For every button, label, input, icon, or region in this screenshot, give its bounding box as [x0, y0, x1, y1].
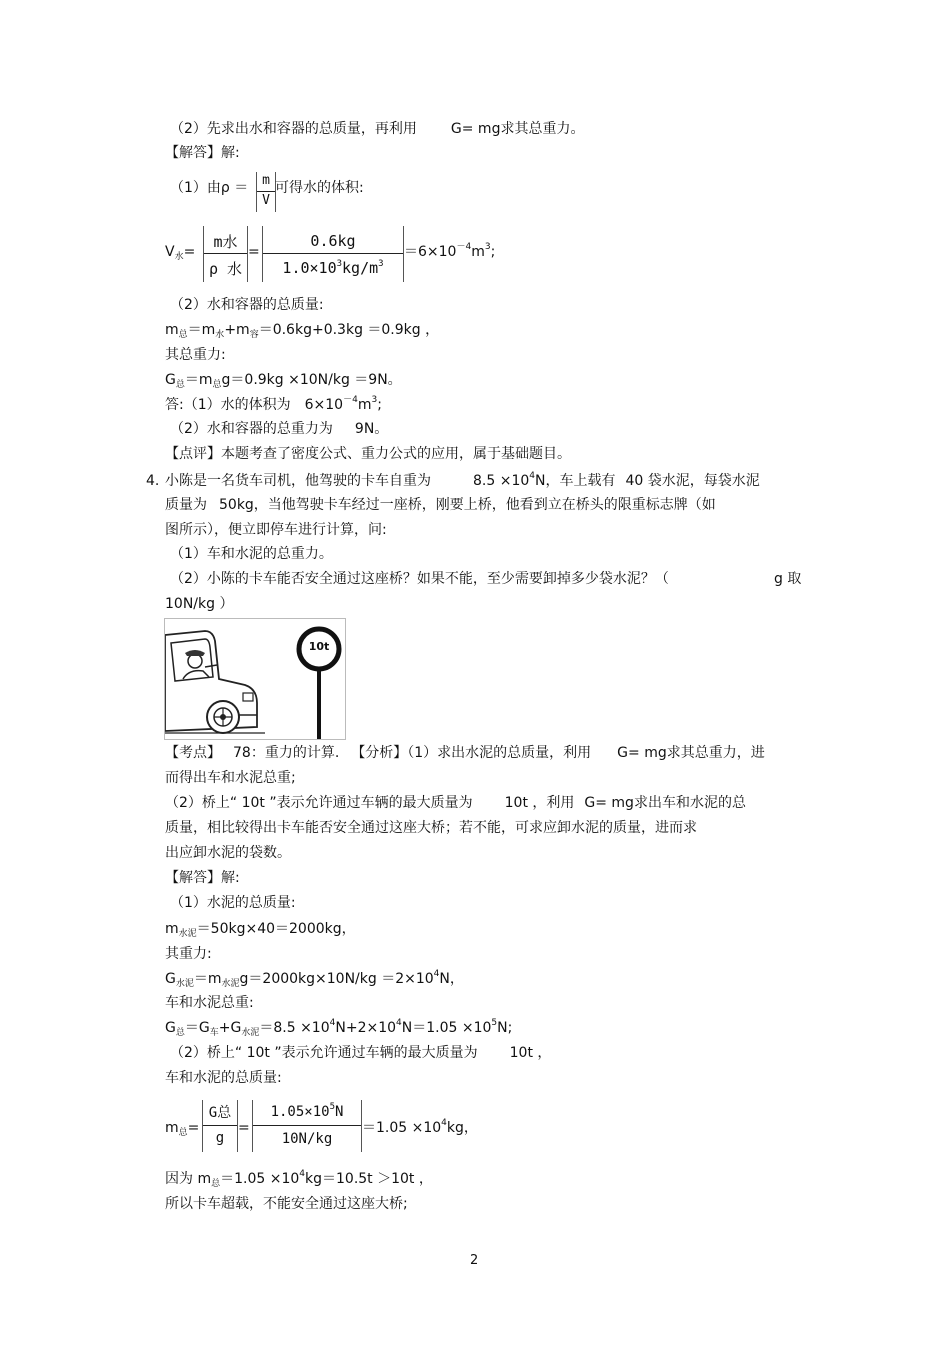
text-line: 质量，相比较得出卡车能否安全通过这座大桥；若不能，可求应卸水泥的质量，进而求 — [165, 820, 697, 836]
superscript: 4 — [299, 1169, 306, 1179]
superscript: 3 — [378, 259, 384, 269]
text-segment: 1.0×10 — [282, 259, 337, 277]
text-segment: m — [165, 1120, 179, 1136]
fraction-numerator: 0.6kg — [310, 232, 356, 250]
text-line — [165, 396, 382, 416]
text-segment: m — [165, 921, 179, 937]
fraction-m1 — [202, 1100, 238, 1152]
weight-limit-sign-icon — [290, 619, 345, 739]
sign-label: 10t — [308, 640, 330, 653]
subscript: 容 — [249, 330, 259, 340]
superscript: 4 — [396, 1018, 402, 1028]
subscript: 水泥 — [221, 979, 240, 989]
fraction-numerator — [253, 1104, 361, 1120]
text-line — [170, 1044, 551, 1062]
text-segment: ＝50kg×40＝2000kg， — [196, 921, 356, 937]
text-segment: N＝1.05 ×10 — [401, 1020, 492, 1036]
text-segment: +m — [224, 322, 250, 338]
text-segment: 40 袋水泥，每袋水泥 — [625, 473, 760, 489]
text-line: 10N/kg ） — [165, 596, 234, 612]
text-line — [165, 970, 464, 990]
truck-and-sign-figure — [164, 618, 346, 740]
text-line: 出应卸水泥的袋数。 — [165, 845, 291, 861]
text-line: （1）车和水泥的总重力。 — [170, 546, 333, 562]
fraction-bar — [253, 1125, 361, 1126]
text-line: 【点评】本题考查了密度公式、重力公式的应用，属于基础题目。 — [165, 446, 571, 462]
subscript: 总 — [211, 1179, 221, 1189]
text-line: 【解答】解: — [165, 870, 240, 886]
text-segment: N， — [439, 971, 464, 987]
text-segment: 质量为 — [165, 497, 207, 513]
text-line — [165, 243, 195, 263]
subscript: 车 — [209, 1028, 219, 1038]
question-number: 4. — [146, 473, 160, 489]
text-segment: ＝m — [184, 372, 213, 388]
text-segment: ＝1.05 ×10 — [362, 1120, 442, 1136]
superscript: 3 — [371, 395, 378, 405]
text-segment: ＝G — [184, 1020, 210, 1036]
superscript: 4 — [433, 969, 440, 979]
text-line: g 取 — [774, 571, 802, 587]
text-segment: 78：重力的计算. — [233, 745, 340, 761]
text-line — [170, 120, 584, 138]
fraction-m2 — [252, 1100, 362, 1152]
fraction-numerator: m — [262, 173, 270, 188]
text-line: = — [238, 1120, 250, 1136]
text-segment: = — [183, 244, 196, 260]
text-segment: （1）由ρ ＝ — [170, 180, 249, 196]
superscript: 4 — [441, 1118, 447, 1128]
text-segment: 小陈是一名货车司机，他驾驶的卡车自重为 — [165, 473, 431, 489]
text-segment: ＝1.05 ×10 — [220, 1171, 300, 1187]
text-segment: （2）水和容器的总重力为 — [170, 421, 333, 437]
text-segment: N; — [497, 1020, 513, 1036]
text-line — [170, 420, 388, 438]
text-segment: kg/m — [342, 259, 379, 277]
fraction-bar — [204, 253, 247, 254]
text-segment: g＝0.9kg ×10N/kg ＝9N。 — [221, 372, 402, 388]
text-segment: （2）桥上“ 10t ”表示允许通过车辆的最大质量为 — [170, 1045, 478, 1061]
text-line — [165, 794, 746, 812]
text-line — [362, 1119, 478, 1139]
fraction-denominator: g — [215, 1130, 225, 1146]
text-line — [165, 1019, 512, 1039]
text-segment: G= mg求出车和水泥的总 — [584, 795, 746, 811]
fraction-denominator: ρ 水 — [208, 260, 243, 278]
fraction-bar — [257, 191, 275, 192]
superscript: 4 — [329, 1018, 336, 1028]
text-line: 车和水泥的总质量: — [165, 1070, 282, 1086]
text-line — [404, 243, 495, 263]
fraction-bar — [263, 253, 403, 254]
subscript: 水 — [215, 330, 225, 340]
text-line: （1）水泥的总质量: — [170, 895, 296, 911]
superscript: 5 — [491, 1018, 498, 1028]
subscript: 水泥 — [178, 929, 197, 939]
superscript: －4 — [343, 395, 358, 405]
superscript: 3 — [336, 259, 343, 269]
text-segment: +G — [218, 1020, 242, 1036]
text-segment: 答:（1）水的体积为 — [165, 397, 291, 413]
text-segment: ＝0.6kg+0.3kg ＝0.9kg ， — [258, 322, 440, 338]
text-segment: kg＝10.5t ＞10t ， — [305, 1171, 433, 1187]
fraction-v1 — [203, 226, 248, 282]
text-segment: m — [471, 244, 485, 260]
text-line: 其重力: — [165, 946, 212, 962]
text-line: = — [248, 244, 260, 260]
text-segment: G — [165, 1020, 176, 1036]
text-segment: N — [335, 1104, 344, 1120]
text-segment: m — [357, 397, 372, 413]
text-segment: 1.05×10 — [270, 1104, 330, 1120]
text-segment: （2）先求出水和容器的总质量，再利用 — [170, 121, 417, 137]
text-line: 所以卡车超载，不能安全通过这座大桥; — [165, 1196, 408, 1212]
text-line — [165, 472, 760, 492]
text-segment: 【考点】 — [165, 745, 221, 761]
fraction-denominator — [263, 259, 403, 277]
text-segment: V — [165, 244, 175, 260]
text-line — [165, 920, 356, 940]
text-line: （2）水和容器的总质量: — [170, 297, 324, 313]
text-segment: 10t ，利用 — [504, 795, 575, 811]
text-line — [165, 496, 716, 514]
text-segment: （2）桥上“ 10t ”表示允许通过车辆的最大质量为 — [165, 795, 473, 811]
fraction-denominator: V — [262, 193, 270, 208]
superscript: －4 — [456, 242, 472, 252]
text-segment: ; — [490, 244, 496, 260]
fraction-numerator: m水 — [213, 233, 238, 251]
text-segment: ＝m — [187, 322, 216, 338]
superscript: 3 — [484, 242, 491, 252]
text-segment: 8.5 ×10 — [473, 473, 530, 489]
text-segment: G= mg求其总重力，进 — [617, 745, 765, 761]
text-line: 【解答】解: — [165, 145, 240, 161]
text-line: 车和水泥总重: — [165, 995, 254, 1011]
text-line: 可得水的体积: — [275, 180, 364, 196]
fraction-bar — [203, 1125, 237, 1126]
subscript: 总 — [175, 1028, 185, 1038]
subscript: 水泥 — [175, 979, 194, 989]
text-segment: 9N。 — [354, 421, 389, 437]
text-line — [165, 371, 402, 391]
superscript: 4 — [529, 471, 535, 481]
text-segment: G — [165, 971, 176, 987]
text-segment: N+2×10 — [335, 1020, 397, 1036]
text-segment: 6×10 — [304, 397, 344, 413]
text-segment: G= mg求其总重力。 — [450, 121, 585, 137]
superscript: 5 — [329, 1102, 335, 1112]
text-line — [170, 570, 669, 588]
page-number: 2 — [470, 1253, 479, 1268]
fraction-rho — [256, 172, 276, 212]
text-segment: ; — [377, 397, 382, 413]
fraction-denominator: 10N/kg — [281, 1131, 333, 1147]
text-segment: （2）小陈的卡车能否安全通过这座桥？如果不能，至少需要卸掉多少袋水泥？（ — [170, 571, 669, 587]
text-segment: ＝8.5 ×10 — [259, 1020, 330, 1036]
text-line — [165, 321, 439, 341]
subscript: 总 — [178, 1128, 188, 1138]
text-segment: 【分析】（1）求出水泥的总质量，利用 — [351, 745, 592, 761]
text-line — [170, 179, 248, 197]
text-segment: N，车上载有 — [535, 473, 616, 489]
text-line — [165, 1170, 433, 1190]
subscript: 总 — [212, 380, 222, 390]
text-line — [165, 1119, 199, 1139]
subscript: 总 — [178, 330, 188, 340]
text-segment: = — [187, 1120, 200, 1136]
text-line — [165, 744, 765, 762]
text-segment: 因为 m — [165, 1171, 212, 1187]
text-segment: ＝m — [193, 971, 222, 987]
text-segment: G — [165, 372, 176, 388]
text-line: 其总重力: — [165, 347, 226, 363]
subscript: 总 — [175, 380, 185, 390]
fraction-v2 — [262, 226, 404, 282]
text-segment: 50kg，当他驾驶卡车经过一座桥，刚要上桥，他看到立在桥头的限重标志牌（如 — [219, 497, 716, 513]
text-line: 而得出车和水泥总重; — [165, 770, 296, 786]
text-segment: kg， — [446, 1120, 478, 1136]
text-line: 图所示），便立即停车进行计算，问: — [165, 522, 387, 538]
subscript: 水 — [174, 252, 184, 262]
text-segment: g＝2000kg×10N/kg ＝2×10 — [239, 971, 434, 987]
text-segment: ＝6×10 — [404, 244, 457, 260]
text-segment: m — [165, 322, 179, 338]
text-segment: 10t ， — [509, 1045, 552, 1061]
fraction-numerator: G总 — [208, 1105, 232, 1121]
subscript: 水泥 — [241, 1028, 260, 1038]
